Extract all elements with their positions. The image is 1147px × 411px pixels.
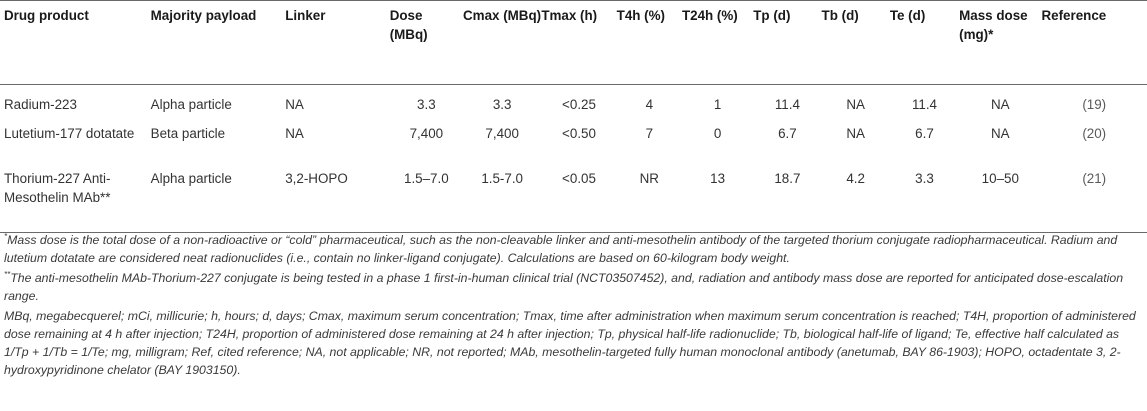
- cell-cmax: 7,400: [485, 125, 519, 141]
- footnote-marker: *: [4, 231, 8, 241]
- cell-linker: NA: [285, 97, 304, 112]
- cell-tp: 11.4: [774, 97, 800, 112]
- header-cmax: Cmax (MBq): [463, 8, 542, 23]
- cell-linker: NA: [285, 125, 304, 141]
- header-dose: Dose (MBq): [389, 8, 428, 42]
- cell-mass-dose: NA: [990, 97, 1010, 112]
- cell-tmax: <0.05: [562, 170, 596, 186]
- table-header-row: [0, 1, 1147, 85]
- header-drug-product: Drug product: [4, 8, 89, 23]
- cell-cmax: 3.3: [492, 97, 512, 112]
- header-tmax: Tmax (h): [541, 8, 598, 23]
- cell-drug-product: Thorium-227 Anti-Mesothelin MAb**: [4, 170, 111, 205]
- cell-t4h: NR: [639, 170, 659, 186]
- cell-te: 3.3: [915, 170, 934, 186]
- cell-linker: 3,2-HOPO: [285, 170, 348, 186]
- header-linker: Linker: [285, 8, 326, 23]
- header-majority-payload: Majority payload: [150, 8, 257, 23]
- cell-t24h: 13: [710, 170, 726, 186]
- cell-tp: 6.7: [778, 125, 797, 141]
- reference-link[interactable]: (19): [1082, 97, 1107, 112]
- table-row: [0, 124, 1147, 169]
- cell-tmax: <0.50: [562, 125, 596, 141]
- cell-drug-product: Radium-223: [4, 97, 77, 112]
- header-tp: Tp (d): [753, 8, 791, 23]
- cell-te: 11.4: [911, 97, 938, 112]
- table-row: [0, 169, 1147, 233]
- header-te: Te (d): [889, 8, 926, 23]
- cell-mass-dose: 10–50: [981, 170, 1019, 186]
- table-row: [0, 85, 1147, 124]
- cell-dose: 7,400: [409, 125, 444, 141]
- header-mass-dose: Mass dose (mg)*: [959, 8, 1028, 42]
- header-tb: Tb (d): [821, 8, 859, 23]
- footnote-abbreviations: MBq, megabecquerel; mCi, millicurie; h, hours; d, days; Cmax, maximum serum concentration; Tmax, time after administration when maximum serum concentration is reached; T4H, proportion of administered dose remaining at 4 h after injection; T24H, proportion of administered dose remaining at 24 h after injection; Tp, physical half-life radionuclide; Tb, biological half-life of ligand; Te, effective half calculated as 1/Tp + 1/Tb = 1/Te; mg, milligram; Ref, cited reference; NA, not applicable; NR, not reported; MAb, mesothelin-targeted fully human monoclonal antibody (anetumab, BAY 86-1903); HOPO, octadentate 3, 2-hydroxypyridinone chelator (BAY 1903150).: [4, 309, 1136, 377]
- table-footnotes: [4, 231, 1144, 381]
- cell-tb: NA: [846, 97, 865, 112]
- footnote-mass-dose: [4, 231, 1144, 267]
- cell-payload: Beta particle: [150, 125, 226, 141]
- header-reference: Reference: [1041, 8, 1107, 23]
- footnote-text: The anti-mesothelin MAb-Thorium-227 conjugate is being tested in a phase 1 first-in-human clinical trial (NCT03507452), and, radiation and antibody mass dose are reported for anticipated dose-escalation range.: [4, 271, 1124, 303]
- cell-drug-product: Lutetium-177 dotatate: [4, 125, 135, 141]
- cell-t24h: 0: [713, 125, 722, 141]
- footnote-marker: **: [4, 269, 11, 279]
- reference-link[interactable]: (20): [1082, 125, 1107, 141]
- cell-tp: 18.7: [774, 170, 801, 186]
- cell-tmax: <0.25: [562, 97, 596, 112]
- cell-tb: 4.2: [846, 170, 865, 186]
- cell-mass-dose: NA: [990, 125, 1010, 141]
- cell-t24h: 1: [713, 97, 722, 112]
- cell-tb: NA: [846, 125, 865, 141]
- footnote-text: Mass dose is the total dose of a non-radioactive or “cold” pharmaceutical, such as the non-cleavable linker and anti-mesothelin antibody of the targeted thorium conjugate radiopharmaceutical. Radium and lutetium dotatate are considered neat radionuclides (i.e., contain no linker-ligand conjugate). Calculations are based on 60-kilogram body weight.: [4, 233, 1118, 265]
- cell-payload: Alpha particle: [150, 97, 232, 112]
- footnote-clinical-trial: [4, 269, 1144, 305]
- cell-dose: 3.3: [417, 97, 436, 112]
- header-t24h: T24h (%): [681, 8, 738, 23]
- cell-te: 6.7: [915, 125, 934, 141]
- cell-dose: 1.5–7.0: [404, 170, 449, 186]
- cell-payload: Alpha particle: [150, 170, 232, 186]
- cell-cmax: 1.5-7.0: [481, 170, 524, 186]
- cell-t4h: 4: [645, 97, 654, 112]
- header-t4h: T4h (%): [616, 8, 666, 23]
- reference-link[interactable]: (21): [1082, 170, 1107, 186]
- cell-t4h: 7: [645, 125, 654, 141]
